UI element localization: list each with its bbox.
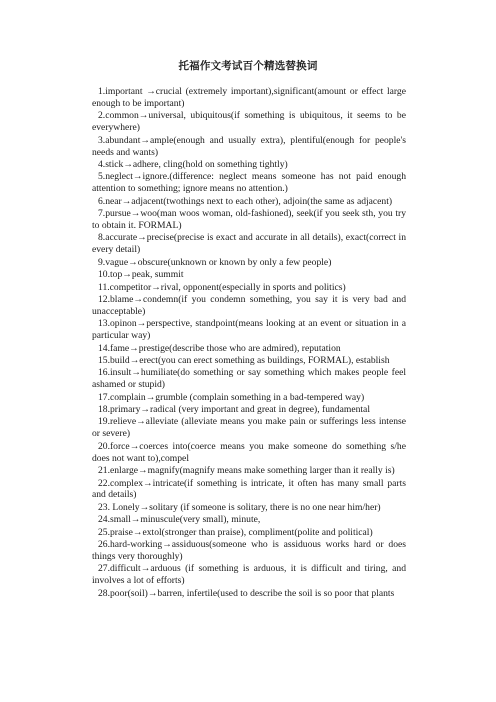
entry-item: 14.fame→prestige(describe those who are admired), reputation xyxy=(98,342,341,354)
entry-item: 16.insult→humiliate(do something or say something which makes people feel ashamed or stupid) xyxy=(92,367,406,391)
entry-item: 21.enlarge→magnify(magnify means make something larger than it really is) xyxy=(98,465,395,477)
entry-item: 4.stick→adhere, cling(hold on something tightly) xyxy=(98,158,288,170)
entry-item: 6.near→adjacent(twothings next to each other), adjoin(the same as adjacent) xyxy=(98,195,393,207)
entry-item: 28.poor(soil)→barren, infertile(used to describe the soil is so poor that plants xyxy=(98,587,395,599)
entry-item: 23. Lonely→solitary (if someone is solitary, there is no one near him/her) xyxy=(98,501,381,513)
entry-item: 11.competitor→rival, opponent(especially in sports and politics) xyxy=(98,281,346,293)
entry-item: 18.primary→radical (very important and great in degree), fundamental xyxy=(98,404,370,416)
entry-item: 2.common→universal, ubiquitous(if something is ubiquitous, it seems to be everywhere) xyxy=(92,110,406,134)
entry-list xyxy=(92,86,406,600)
entry-item: 27.difficult→arduous (if something is arduous, it is difficult and tiring, and involves a lot of efforts) xyxy=(92,563,406,587)
entry-item: 8.accurate→precise(precise is exact and accurate in all details), exact(correct in every detail) xyxy=(92,232,406,256)
entry-item: 20.force→coerces into(coerce means you make someone do something s/he does not want to),compel xyxy=(92,440,406,464)
entry-item: 7.pursue→woo(man woos woman, old-fashioned), seek(if you seek sth, you try to obtain it. FORMAL) xyxy=(92,208,406,231)
document-title: 托福作文考试百个精选替换词 xyxy=(178,60,318,72)
entry-item: 5.neglect→ignore.(difference: neglect means someone has not paid enough attention to something; ignore means no attention.) xyxy=(92,171,406,195)
entry-item: 25.praise→extol(stronger than praise), compliment(polite and political) xyxy=(98,526,373,538)
entry-item: 12.blame→condemn(if you condemn something, you say it is very bad and unacceptable) xyxy=(92,293,406,317)
entry-item: 9.vague→obscure(unknown or known by only a few people) xyxy=(98,256,332,268)
entry-item: 26.hard-working→assiduous(someone who is assiduous works hard or does things very thoroughly) xyxy=(92,539,406,562)
entry-item: 22.complex→intricate(if something is intricate, it often has many small parts and details) xyxy=(92,477,406,501)
entry-item: 19.relieve→alleviate (alleviate means you make pain or sufferings less intense or severe) xyxy=(92,416,406,440)
entry-item: 1.important →crucial (extremely important),significant(amount or effect large enough to be important) xyxy=(92,86,406,109)
entry-item: 24.small→minuscule(very small), minute, xyxy=(98,514,261,526)
entry-item: 10.top→peak, summit xyxy=(98,269,184,281)
entry-item: 13.opinon→perspective, standpoint(means looking at an event or situation in a particular way) xyxy=(92,318,406,342)
entry-item: 3.abundant→ample(enough and usually extra), plentiful(enough for people's needs and wants) xyxy=(92,134,406,158)
entry-item: 17.complain→grumble (complain something in a bad-tempered way) xyxy=(98,391,365,403)
entry-item: 15.build→erect(you can erect something as buildings, FORMAL), establish xyxy=(98,354,390,366)
